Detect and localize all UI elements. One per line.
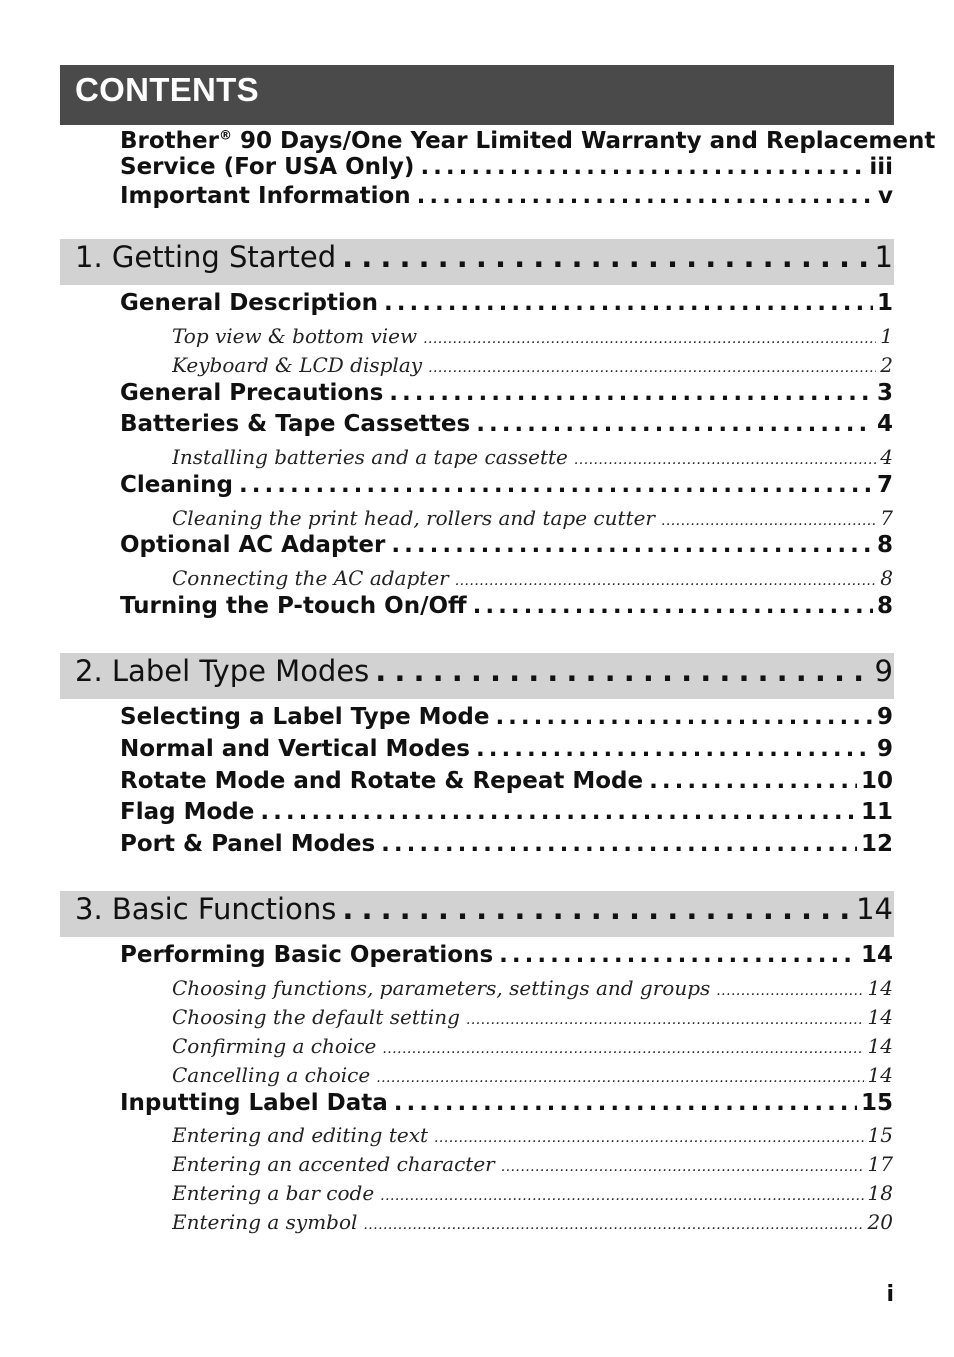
toc-entry-important-information[interactable] [120,183,893,209]
toc-entry-title: Service (For USA Only) [120,154,415,180]
dot-leader [501,1159,864,1175]
toc-entry[interactable] [120,942,893,968]
dot-leader [476,736,873,762]
toc-entry-title: Optional AC Adapter [120,532,386,558]
toc-subentry[interactable] [172,1152,893,1176]
toc-entry-page: 3 [876,380,893,406]
toc-subentry-page: 15 [867,1123,893,1147]
toc-subentry-page: 8 [880,566,893,590]
toc-subentry-title: Cleaning the print head, rollers and tape cutter [172,506,655,530]
toc-entry-page: 15 [860,1090,893,1116]
dot-leader [382,1041,863,1057]
warranty-title-text: 90 Days/One Year Limited Warranty and Replacement [232,128,936,154]
dot-leader [574,452,876,468]
toc-entry-title: Cleaning [120,472,233,498]
toc-subentry-title: Cancelling a choice [172,1063,371,1087]
toc-entry-page: 12 [860,831,893,857]
toc-entry-page: 8 [876,532,893,558]
toc-entry-page: iii [869,154,893,180]
toc-subentry[interactable] [172,1005,893,1029]
dot-leader [384,290,873,316]
toc-entry-title: Normal and Vertical Modes [120,736,470,762]
toc-entry-title: Port & Panel Modes [120,831,376,857]
dot-leader [661,513,876,529]
toc-subentry-title: Choosing functions, parameters, settings and groups [172,976,711,1000]
toc-subentry-title: Confirming a choice [172,1034,377,1058]
dot-leader [420,154,865,180]
toc-entry-title: Batteries & Tape Cassettes [120,411,471,437]
toc-chapter-2[interactable] [75,654,893,688]
dot-leader [376,1070,863,1086]
dot-leader [260,799,857,825]
toc-subentry[interactable] [172,1034,893,1058]
dot-leader [434,1130,864,1146]
toc-subentry-title: Entering a symbol [172,1210,358,1234]
toc-entry[interactable] [120,768,893,794]
toc-entry-title: Important Information [120,183,411,209]
toc-subentry-page: 20 [867,1210,893,1234]
toc-entry-title: Selecting a Label Type Mode [120,704,490,730]
toc-entry[interactable] [120,736,893,762]
toc-subentry[interactable] [172,1123,893,1147]
toc-entry-title: General Description [120,290,378,316]
toc-entry-page: 4 [876,411,893,437]
toc-subentry-title: Choosing the default setting [172,1005,460,1029]
toc-subentry-page: 18 [867,1181,893,1205]
toc-subentry[interactable] [172,324,893,348]
toc-subentry-title: Installing batteries and a tape cassette [172,445,568,469]
toc-subentry-page: 2 [880,353,893,377]
contents-header-bar [60,65,894,125]
toc-entry-page: 10 [860,768,893,794]
dot-leader [381,831,857,857]
warranty-brand-text: Brother [120,128,219,154]
toc-subentry[interactable] [172,566,893,590]
chapter-title: 3. Basic Functions [75,892,337,926]
registered-mark: ® [219,128,232,144]
toc-entry-title: Inputting Label Data [120,1090,388,1116]
toc-subentry-title: Entering an accented character [172,1152,495,1176]
dot-leader [380,1188,863,1204]
dot-leader [476,411,873,437]
dot-leader [363,1217,863,1233]
dot-leader [391,532,873,558]
toc-subentry-title: Keyboard & LCD display [172,353,423,377]
toc-entry-title: Flag Mode [120,799,255,825]
toc-chapter-1[interactable] [75,240,893,274]
dot-leader [499,942,857,968]
toc-entry-title: Performing Basic Operations [120,942,494,968]
toc-entry-page: v [878,183,893,209]
toc-chapter-3[interactable] [75,892,893,926]
toc-subentry[interactable] [172,1210,893,1234]
toc-subentry[interactable] [172,976,893,1000]
toc-entry[interactable] [120,704,893,730]
toc-subentry-page: 4 [880,445,893,469]
toc-subentry[interactable] [172,506,893,530]
dot-leader [716,983,863,999]
toc-entry-page: 7 [876,472,893,498]
toc-subentry-page: 7 [880,506,893,530]
toc-subentry[interactable] [172,353,893,377]
toc-entry-title: Turning the P-touch On/Off [120,593,467,619]
dot-leader [455,573,877,589]
toc-entry[interactable] [120,593,893,619]
page-number: i [886,1282,894,1307]
toc-subentry-title: Entering and editing text [172,1123,429,1147]
chapter-page: 1 [874,240,893,274]
toc-subentry-page: 14 [867,1005,893,1029]
dot-leader [473,593,873,619]
toc-entry[interactable] [120,1090,893,1116]
toc-subentry[interactable] [172,1181,893,1205]
toc-entry[interactable] [120,532,893,558]
chapter-page: 14 [856,892,893,926]
dot-leader [649,768,857,794]
toc-entry[interactable] [120,380,893,406]
toc-entry-title: General Precautions [120,380,384,406]
toc-entry-warranty[interactable] [120,154,893,180]
dot-leader [417,183,874,209]
toc-subentry-page: 14 [867,1063,893,1087]
toc-subentry-title: Top view & bottom view [172,324,418,348]
page-title: CONTENTS [75,71,259,108]
dot-leader [428,360,876,376]
dot-leader [394,1090,857,1116]
dot-leader [466,1012,864,1028]
dot-leader [389,380,873,406]
toc-entry-page: 11 [860,799,893,825]
toc-subentry-page: 17 [867,1152,893,1176]
chapter-page: 9 [874,654,893,688]
toc-entry-page: 9 [876,736,893,762]
dot-leader [342,892,852,926]
toc-entry-page: 9 [876,704,893,730]
dot-leader [423,331,876,347]
toc-entry-page: 1 [876,290,893,316]
toc-subentry[interactable] [172,445,893,469]
dot-leader [375,654,870,688]
toc-subentry-page: 14 [867,976,893,1000]
toc-entry[interactable] [120,831,893,857]
toc-subentry-page: 1 [880,324,893,348]
toc-entry-page: 14 [860,942,893,968]
toc-subentry[interactable] [172,1063,893,1087]
toc-entry-title: Rotate Mode and Rotate & Repeat Mode [120,768,644,794]
toc-subentry-title: Entering a bar code [172,1181,375,1205]
dot-leader [495,704,873,730]
dot-leader [342,240,870,274]
toc-entry[interactable] [120,799,893,825]
toc-subentry-title: Connecting the AC adapter [172,566,449,590]
dot-leader [239,472,873,498]
toc-entry-warranty-line1[interactable] [120,128,935,154]
toc-entry-page: 8 [876,593,893,619]
toc-entry[interactable] [120,411,893,437]
chapter-title: 1. Getting Started [75,240,337,274]
toc-entry[interactable] [120,290,893,316]
toc-subentry-page: 14 [867,1034,893,1058]
chapter-title: 2. Label Type Modes [75,654,370,688]
toc-entry[interactable] [120,472,893,498]
